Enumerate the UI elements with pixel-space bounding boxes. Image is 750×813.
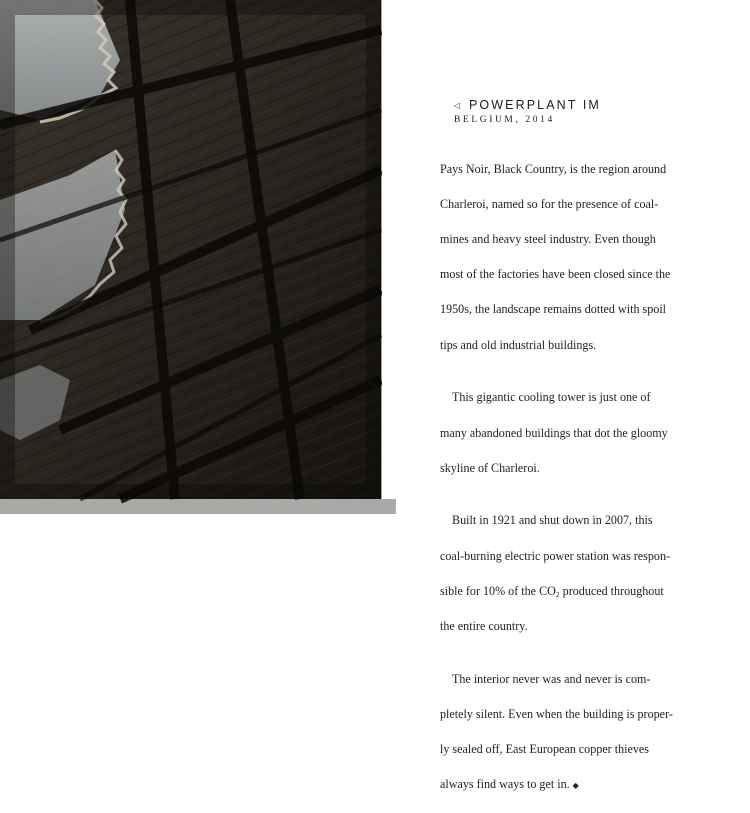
diamond-end-icon: ◆ bbox=[572, 781, 579, 791]
body-line: ly sealed off, East European copper thieves bbox=[440, 742, 649, 757]
paragraph-4 bbox=[440, 653, 702, 812]
body-line: the entire country. bbox=[440, 619, 528, 634]
triangle-left-icon: ◁ bbox=[454, 100, 461, 110]
body-line: The interior never was and never is com- bbox=[452, 671, 651, 686]
body-line: many abandoned buildings that dot the gloomy bbox=[440, 425, 668, 440]
body-line: skyline of Charleroi. bbox=[440, 460, 540, 475]
body-line: most of the factories have been closed since the bbox=[440, 267, 671, 282]
article-subtitle: BELGIUM, 2014 bbox=[454, 115, 555, 125]
co2-suffix: produced throughout bbox=[559, 583, 664, 598]
co2-subscript: 2 bbox=[555, 589, 560, 599]
body-line: This gigantic cooling tower is just one of bbox=[452, 390, 651, 405]
article-heading bbox=[454, 97, 714, 125]
body-line: tips and old industrial buildings. bbox=[440, 337, 597, 352]
last-line-text: always find ways to get in. bbox=[440, 777, 570, 792]
title-line bbox=[454, 97, 714, 113]
paragraph-1 bbox=[440, 143, 702, 372]
body-line: pletely silent. Even when the building is proper- bbox=[440, 707, 673, 721]
co2-prefix: sible for 10% of the CO bbox=[440, 583, 556, 598]
body-line: Charleroi, named so for the presence of coal- bbox=[440, 196, 659, 211]
body-line-co2 bbox=[440, 583, 702, 601]
article-title: POWERPLANT IM bbox=[469, 98, 601, 112]
cooling-tower-photo bbox=[0, 0, 381, 499]
paragraph-3 bbox=[440, 495, 702, 653]
photo-illustration bbox=[0, 0, 381, 499]
body-line: coal-burning electric power station was respon- bbox=[440, 548, 671, 563]
text-page bbox=[382, 0, 750, 792]
body-line-last bbox=[440, 776, 702, 795]
body-line: Pays Noir, Black Country, is the region around bbox=[440, 161, 667, 176]
body-line: mines and heavy steel industry. Even though bbox=[440, 231, 656, 246]
article-body bbox=[440, 143, 702, 813]
paragraph-2 bbox=[440, 372, 702, 495]
body-line: Built in 1921 and shut down in 2007, this bbox=[452, 513, 653, 528]
body-line: 1950s, the landscape remains dotted with spoil bbox=[440, 302, 667, 317]
